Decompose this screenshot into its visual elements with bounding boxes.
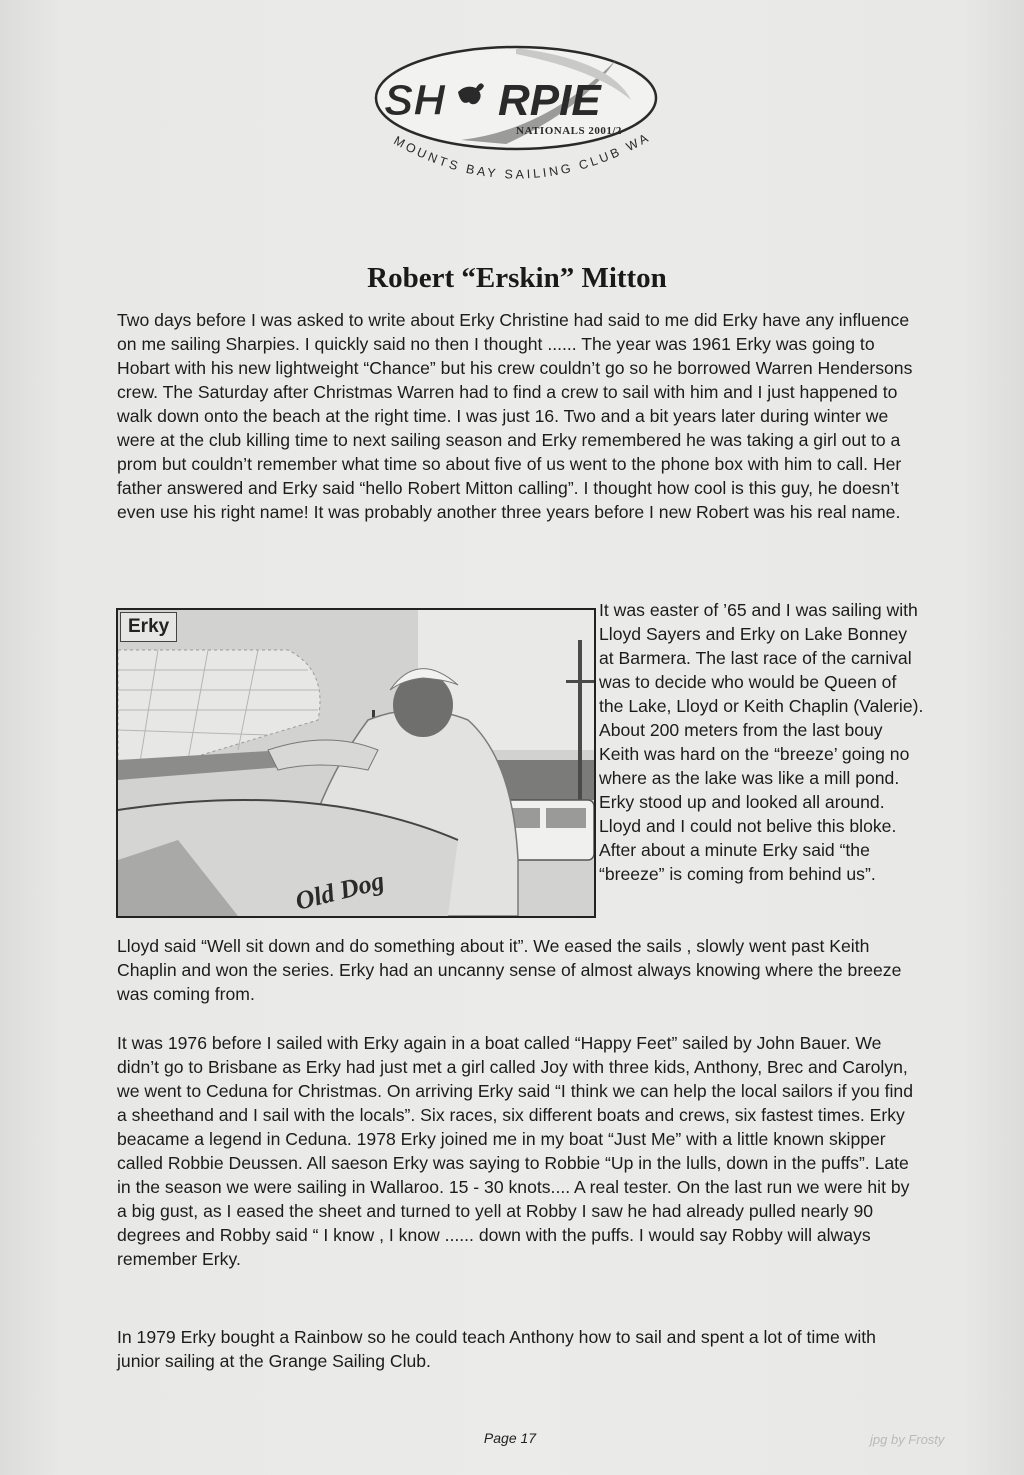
logo-arc-text: MOUNTS BAY SAILING CLUB WA (391, 129, 653, 182)
paragraph-5: In 1979 Erky bought a Rainbow so he could teach Anthony how to sail and spent a lot of time with junior sailing at the Grange Sailing Club. (117, 1327, 876, 1371)
paragraph-1: Two days before I was asked to write about Erky Christine had said to me did Erky have any influence on me sailing Sharpies. I quickly said no then I thought ...... The year was 1961 Erky was going to Hobart with his new lightweight “Chance” but his crew couldn’t go so he borrowed Warren Hendersons crew. The Saturday after Christmas Warren had to find a crew to sail with him and I just happened to walk down onto the beach at the right time. I was just 16. Two and a bit years later during winter we were at the club killing time to next sailing season and Erky remembered he was taking a girl out to a prom but couldn’t remember what time so about five of us went to the phone box with him to call. Her father answered and Erky said “hello Robert Mitton calling”. I thought how cool is this guy, he doesn’t even use his right name! It was probably another three years before I new Robert was his real name. (117, 310, 913, 522)
logo-subtitle: NATIONALS 2001/2 (516, 125, 622, 137)
page-number: Page 17 (483, 1430, 537, 1446)
photo-caption: Erky (120, 612, 177, 642)
paragraph-4: It was 1976 before I sailed with Erky again in a boat called “Happy Feet” sailed by John Bauer. We didn’t go to Brisbane as Erky had just met a girl called Joy with three kids, Anthony, Brec and Carolyn, we went to Ceduna for Christmas. On arriving Erky said “I think we can help the local sailors if you find a sheethand and I sail with the locals”. Six races, six different boats and crews, six fastest times. Erky beacame a legend in Ceduna. 1978 Erky joined me in my boat “Just Me” with a little known skipper called Robbie Deussen. All saeson Erky was saying to Robbie “Up in the lulls, down in the puffs”. Late in the season we were sailing in Wallaroo. 15 - 30 knots.... A real tester. On the last run we were hit by a big gust, as I eased the sheet and turned to yell at Robby I saw he had already pulled nearly 90 degrees and Robby said “ I know , I know ...... down with the puffs. I would say Robby will always remember Erky. (117, 1033, 913, 1269)
paragraph-2: It was easter of ’65 and I was sailing with Lloyd Sayers and Erky on Lake Bonney at Barmera. The last race of the carnival was to decide who would be Queen of the Lake, Lloyd or Keith Chaplin (Valerie). About 200 meters from the last bouy Keith was hard on the “breeze’ going no where as the lake was like a mill pond. Erky stood up and looked all around. Lloyd and I could not belive this bloke. After about a minute Erky said “the “breeze” is coming from behind us”. (599, 600, 924, 884)
scan-credit: jpg by Frosty (870, 1432, 945, 1447)
photo-erky (116, 608, 596, 918)
boat-name-text: Old Dog (292, 865, 388, 916)
paragraph-3: Lloyd said “Well sit down and do something about it”. We eased the sails , slowly went past Keith Chaplin and won the series. Erky had an uncanny sense of almost always knowing where the breeze was coming from. (117, 936, 902, 1004)
article-title: Robert “Erskin” Mitton (367, 262, 667, 295)
sharpie-nationals-logo (366, 40, 666, 200)
logo-word-left: SH (384, 76, 446, 125)
logo-word-right: RPIE (498, 76, 601, 125)
